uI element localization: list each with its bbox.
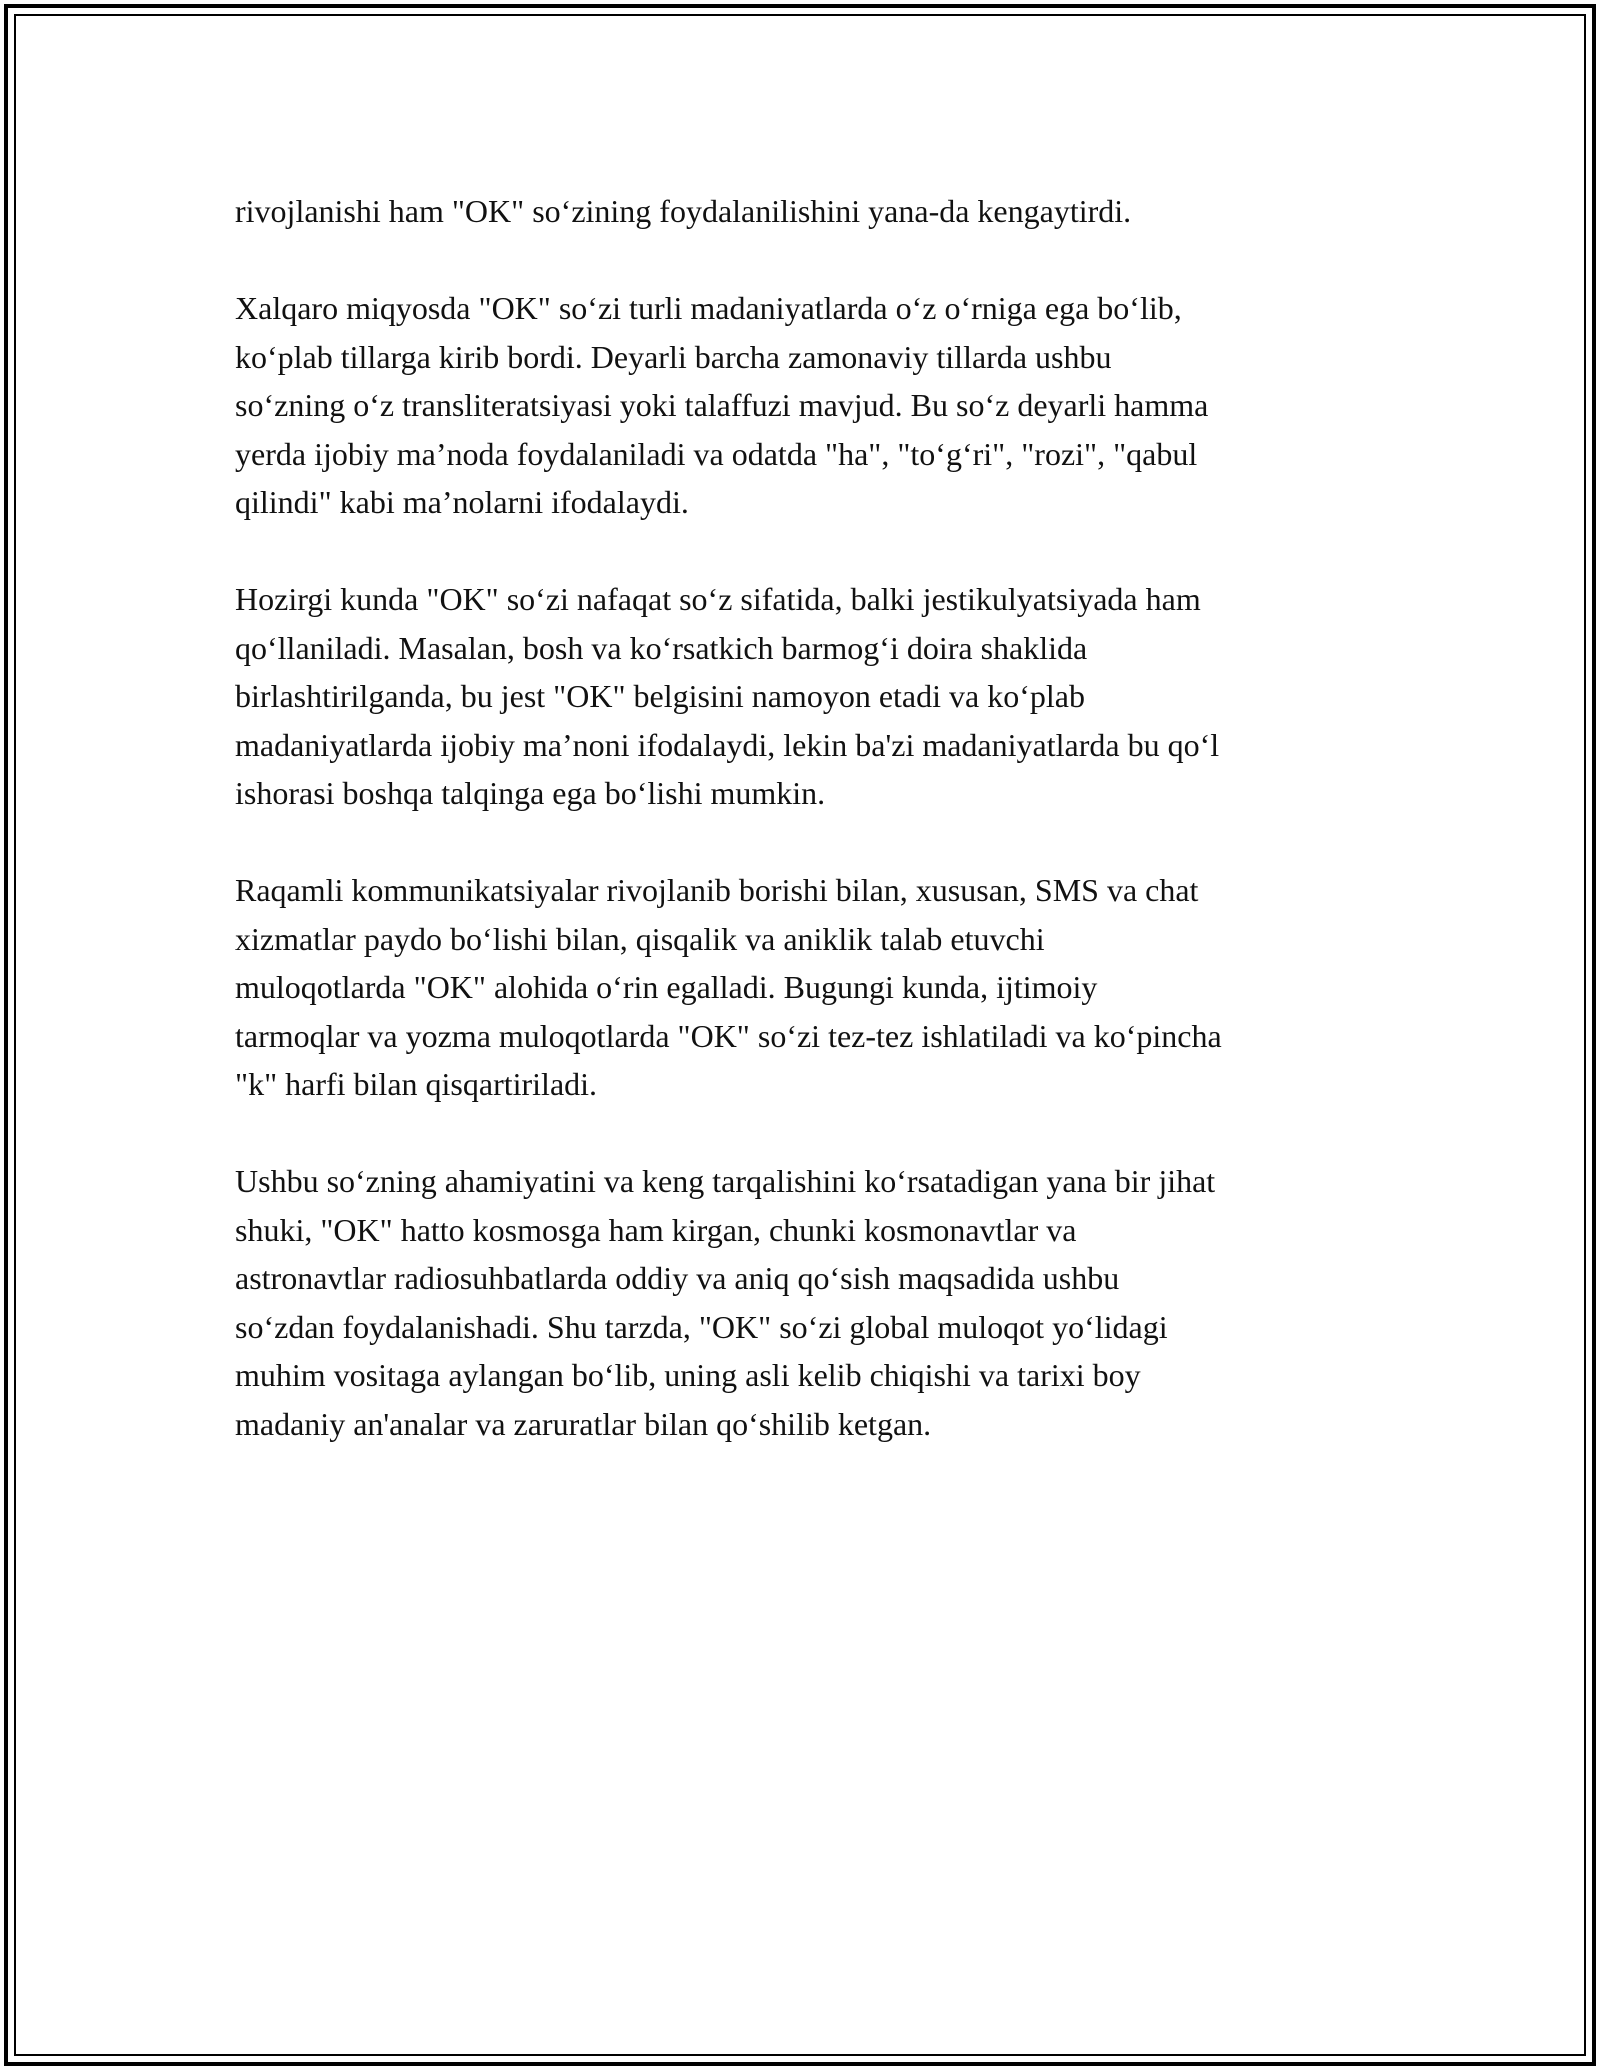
text-line: muloqotlarda "OK" alohida o‘rin egalladi. Bugungi kunda, ijtimoiy [235,969,1098,1005]
paragraph-3 [235,575,1395,818]
text-line: qo‘llaniladi. Masalan, bosh va ko‘rsatkich barmog‘i doira shaklida [235,629,1088,666]
paragraph-5 [235,1157,1395,1448]
text-line: astronavtlar radiosuhbatlarda oddiy va aniq qo‘sish maqsadida ushbu [235,1260,1120,1296]
text-line: Xalqaro miqyosda "OK" so‘zi turli madaniyatlarda o‘z o‘rniga ega bo‘lib, [235,290,1182,326]
text-line: tarmoqlar va yozma muloqotlarda "OK" so‘zi tez-tez ishlatiladi va ko‘pincha [235,1017,1222,1054]
text-line: ishorasi boshqa talqinga ega bo‘lishi mumkin. [235,775,826,811]
paragraph-1 [235,187,1395,236]
text-line: "k" harfi bilan qisqartiriladi. [235,1066,598,1102]
text-line: shuki, "OK" hatto kosmosga ham kirgan, chunki kosmonavtlar va [235,1211,1077,1248]
text-line: madaniyatlarda ijobiy ma’noni ifodalaydi, lekin ba'zi madaniyatlarda bu qo‘l [235,726,1220,763]
document-body [235,187,1395,1497]
text-line: xizmatlar paydo bo‘lishi bilan, qisqalik va aniklik talab etuvchi [235,920,1045,957]
text-line: Ushbu so‘zning ahamiyatini va keng tarqalishini ko‘rsatadigan yana bir jihat [235,1163,1216,1199]
text-line: madaniy an'analar va zaruratlar bilan qo‘shilib ketgan. [235,1405,932,1442]
paragraph-4 [235,866,1395,1109]
text-line: so‘zdan foydalanishadi. Shu tarzda, "OK" so‘zi global muloqot yo‘lidagi [235,1308,1168,1345]
text-line: so‘zning o‘z transliteratsiyasi yoki talaffuzi mavjud. Bu so‘z deyarli hamma [235,387,1209,423]
text-line: qilindi" kabi ma’nolarni ifodalaydi. [235,484,689,520]
text-line: ko‘plab tillarga kirib bordi. Deyarli barcha zamonaviy tillarda ushbu [235,338,1112,375]
text-line: rivojlanishi ham "OK" so‘zining foydalanilishini yana-da kengaytirdi. [235,193,1132,229]
text-line: Hozirgi kunda "OK" so‘zi nafaqat so‘z sifatida, balki jestikulyatsiyada ham [235,581,1201,617]
text-line: birlashtirilganda, bu jest "OK" belgisini namoyon etadi va ko‘plab [235,678,1085,714]
text-line: Raqamli kommunikatsiyalar rivojlanib borishi bilan, xususan, SMS va chat [235,872,1199,908]
text-line: muhim vositaga aylangan bo‘lib, uning asli kelib chiqishi va tarixi boy [235,1357,1141,1393]
paragraph-2 [235,284,1395,527]
text-line: yerda ijobiy ma’noda foydalaniladi va odatda "ha", "to‘g‘ri", "rozi", "qabul [235,435,1198,472]
